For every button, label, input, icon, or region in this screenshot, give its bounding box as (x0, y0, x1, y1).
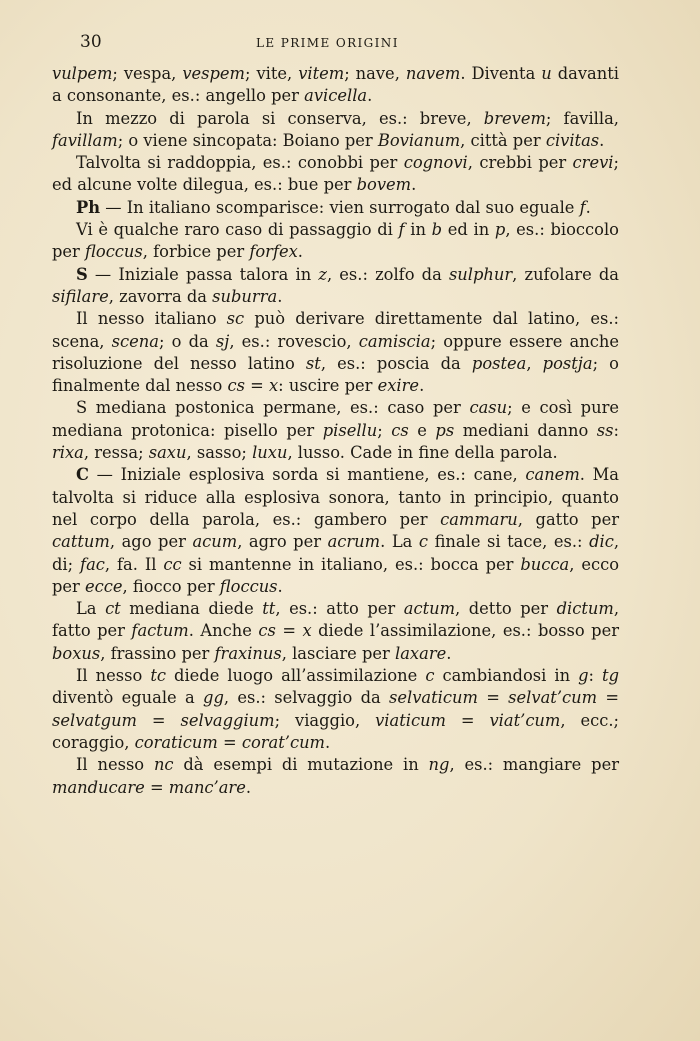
paragraph (52, 598, 619, 665)
latin-term: camiscia (358, 331, 431, 351)
text-run: in (404, 220, 432, 240)
latin-term: bovem (356, 175, 412, 195)
latin-term: coraticum (134, 732, 218, 752)
text-run: dà esempi di mutazione in (173, 755, 429, 775)
latin-term: dictum (556, 599, 614, 619)
latin-term: u (541, 64, 552, 83)
latin-term: fac (80, 554, 105, 574)
text-run: ; e così pure mediana protonica: pisello per (52, 398, 619, 440)
paragraph (52, 108, 619, 153)
latin-term: viaticum (375, 710, 446, 730)
text-run: si mantenne in italiano, es.: bocca per (181, 554, 521, 574)
text-run: , zavorra da (108, 286, 213, 306)
text-run: ed in (442, 220, 495, 240)
latin-term: c (425, 666, 435, 686)
text-run: — Iniziale esplosiva sorda si mantiene, es.: cane, (88, 465, 526, 485)
text-run: = (137, 710, 181, 730)
text-run: ; (377, 420, 392, 440)
text-run: , lusso. Cade in fine della parola. (287, 443, 558, 463)
text-run: ; nave, (344, 64, 406, 83)
text-run: = (217, 732, 242, 752)
latin-term: sc (226, 309, 245, 329)
latin-term: corat’cum (241, 732, 325, 752)
latin-term: ss (596, 420, 614, 440)
text-run: . (277, 576, 283, 596)
text-run: . Ma talvolta si riduce alla esplosiva sonora, tanto in principio, quanto nel corpo della parola, es.: gambero per (52, 465, 619, 529)
latin-term: g (578, 666, 589, 686)
latin-term: vespem (182, 64, 245, 83)
latin-term: pisellu (322, 420, 378, 440)
latin-term: floccus (85, 242, 143, 262)
text-run: , es.: selvaggio da (223, 688, 390, 708)
latin-term: canem (525, 465, 580, 485)
letter-heading: Ph (76, 197, 101, 217)
latin-term: st (305, 353, 321, 373)
text-run: : (613, 420, 619, 440)
latin-term: factum (131, 621, 189, 641)
text-run: cambiandosi in (434, 666, 579, 686)
latin-term: selvaticum (389, 688, 478, 708)
latin-term: viat’cum (489, 710, 561, 730)
text-run: ; o viene sincopata: Boiano per (117, 130, 378, 150)
latin-term: cammaru (440, 509, 518, 529)
text-run: finale si tace, es.: (428, 532, 590, 552)
text-run: : (588, 666, 603, 686)
paragraph (52, 152, 619, 197)
latin-term: x (302, 621, 312, 641)
text-run: ; vite, (245, 64, 299, 83)
latin-term: avicella (304, 86, 368, 106)
latin-term: tg (602, 666, 620, 686)
latin-term: vitem (298, 64, 345, 83)
text-run: Il nesso (76, 755, 154, 775)
latin-term: tt (262, 599, 276, 619)
latin-term: nc (153, 755, 174, 775)
latin-term: selvat’cum (508, 688, 598, 708)
text-run: può derivare direttamente dal latino, es.: scena, (52, 309, 619, 351)
latin-term: Bovianum (377, 130, 461, 150)
latin-term: forfex (249, 242, 298, 262)
text-run: Il nesso (76, 666, 151, 686)
text-run: davanti a consonante, es.: angello per (52, 64, 619, 106)
text-run: ; favilla, (545, 108, 619, 128)
latin-term: exire (377, 376, 420, 396)
text-run: Vi è qualche raro caso di passaggio di (76, 220, 399, 240)
letter-heading: S (76, 264, 88, 284)
latin-term: ps (435, 420, 455, 440)
text-run: . Anche (188, 621, 259, 641)
text-run: = (597, 688, 619, 708)
latin-term: cattum (52, 532, 110, 552)
paragraph (52, 464, 619, 598)
text-run: = (445, 710, 490, 730)
text-run: , gatto per (517, 509, 619, 529)
body-text (52, 63, 619, 799)
text-run: . (367, 86, 373, 106)
text-run: diventò eguale a (52, 688, 204, 708)
text-run: ; o finalmente dal nesso (52, 353, 619, 396)
latin-term: selvatgum (52, 710, 137, 730)
latin-term: ct (105, 599, 121, 619)
latin-term: saxu (148, 443, 187, 463)
text-run: ; oppure essere anche risoluzione del nesso latino (52, 331, 619, 373)
latin-term: cs (391, 420, 409, 440)
text-run: , ecc.; coraggio, (52, 710, 619, 752)
latin-term: rixa (52, 443, 84, 463)
paragraph (52, 754, 619, 799)
letter-heading: C (76, 465, 89, 485)
text-run: , fatto per (52, 599, 620, 641)
latin-term: selvaggium (180, 710, 275, 730)
text-run: ; ed alcune volte dilegua, es.: bue per (52, 153, 619, 195)
latin-term: fraxinus (214, 643, 282, 663)
text-run: = (244, 376, 269, 396)
latin-term: sifilare (52, 286, 109, 306)
text-run: . (325, 732, 331, 752)
latin-term: acum (192, 532, 238, 552)
paragraph (52, 197, 619, 219)
latin-term: p (494, 220, 506, 240)
text-run: S mediana postonica permane, es.: caso per (76, 398, 470, 418)
paragraph (52, 63, 619, 108)
latin-term: sj (215, 331, 230, 351)
text-run: : uscire per (278, 376, 378, 396)
latin-term: scena (111, 331, 159, 351)
paragraph (52, 308, 619, 397)
latin-term: luxu (252, 443, 288, 463)
text-run: , di; (52, 532, 619, 574)
paragraph (52, 665, 619, 754)
paragraph (52, 264, 619, 309)
running-title: LE PRIME ORIGINI (256, 36, 399, 50)
text-run: , es.: atto per (275, 599, 404, 619)
latin-term: postea (471, 353, 527, 373)
latin-term: postja (542, 353, 593, 373)
text-run: . (446, 643, 452, 663)
text-run: e (408, 420, 436, 440)
page-number: 30 (80, 32, 102, 52)
text-run: , fa. Il (104, 554, 164, 574)
latin-term: tc (150, 666, 166, 686)
latin-term: c (418, 532, 429, 552)
text-run: , detto per (455, 599, 557, 619)
text-run: . (419, 376, 425, 396)
text-run: , agro per (237, 532, 328, 552)
text-run: , es.: rovescio, (229, 331, 359, 351)
text-run: , fiocco per (122, 576, 220, 596)
text-run: La (76, 599, 106, 619)
latin-term: f (579, 197, 586, 217)
text-run: , zufolare da (512, 264, 619, 284)
text-run: , es.: mangiare per (449, 755, 619, 775)
text-run: , (526, 353, 543, 373)
latin-term: navem (405, 64, 461, 83)
latin-term: brevem (483, 108, 546, 128)
text-run: , crebbi per (467, 153, 573, 173)
latin-term: sulphur (448, 264, 513, 284)
text-run: , ago per (109, 532, 193, 552)
text-run: , es.: zolfo da (326, 264, 449, 284)
paragraph (52, 397, 619, 464)
page-header (0, 32, 700, 58)
latin-term: dic (589, 532, 614, 552)
text-run: , lasciare per (281, 643, 396, 663)
text-run: , ressa; (83, 443, 149, 463)
latin-term: z (318, 264, 327, 284)
latin-term: bucca (520, 554, 570, 574)
text-run: diede luogo all’assimilazione (166, 666, 426, 686)
text-run: = (275, 621, 303, 641)
latin-term: gg (203, 688, 224, 708)
text-run: , forbice per (142, 242, 250, 262)
text-run: mediani danno (454, 420, 597, 440)
latin-term: civitas (545, 130, 600, 150)
latin-term: cc (163, 554, 182, 574)
latin-term: actum (403, 599, 456, 619)
latin-term: b (431, 220, 443, 240)
latin-term: casu (469, 398, 508, 418)
text-run: , frassino per (100, 643, 215, 663)
latin-term: vulpem (52, 64, 113, 83)
text-run: , ecco per (52, 554, 620, 596)
text-run: ; o da (158, 331, 216, 351)
text-run: diede l’assimilazione, es.: bosso per (311, 621, 619, 641)
latin-term: ng (428, 755, 450, 775)
text-run: mediana diede (120, 599, 263, 619)
text-run: = (144, 777, 169, 797)
text-run: . (245, 777, 252, 797)
text-run: . (585, 197, 591, 217)
text-run: , sasso; (186, 443, 253, 463)
latin-term: manc’are (168, 777, 246, 797)
text-run: . La (380, 532, 419, 552)
latin-term: acrum (327, 532, 381, 552)
latin-term: ecce (85, 576, 123, 596)
latin-term: f (398, 220, 405, 240)
latin-term: floccus (219, 576, 278, 596)
latin-term: manducare (52, 777, 145, 797)
latin-term: crevi (572, 153, 614, 173)
latin-term: cs (227, 376, 245, 396)
text-run: Talvolta si raddoppia, es.: conobbi per (76, 153, 404, 173)
latin-term: x (268, 376, 279, 396)
text-run: , es.: bioccolo per (52, 220, 619, 262)
text-run: , città per (460, 130, 546, 150)
text-run: ; vespa, (112, 64, 183, 83)
text-run: . (599, 130, 605, 150)
text-run: Il nesso italiano (76, 309, 227, 329)
text-run: In mezzo di parola si conserva, es.: breve, (76, 108, 484, 128)
text-run: ; viaggio, (274, 710, 376, 730)
text-run: . (297, 242, 303, 262)
latin-term: favillam (52, 130, 118, 150)
text-run: — In italiano scomparisce: vien surrogato dal suo eguale (100, 197, 580, 217)
latin-term: cognovi (403, 153, 468, 173)
paragraph (52, 219, 619, 264)
text-run: . Diventa (460, 64, 542, 83)
text-run: . (277, 286, 283, 306)
latin-term: suburra (212, 286, 278, 306)
text-run: , es.: poscia da (320, 353, 472, 373)
latin-term: cs (258, 621, 276, 641)
text-run: = (477, 688, 509, 708)
text-run: . (411, 175, 417, 195)
latin-term: boxus (52, 643, 101, 663)
latin-term: laxare (395, 643, 447, 663)
text-run: — Iniziale passa talora in (87, 264, 319, 284)
